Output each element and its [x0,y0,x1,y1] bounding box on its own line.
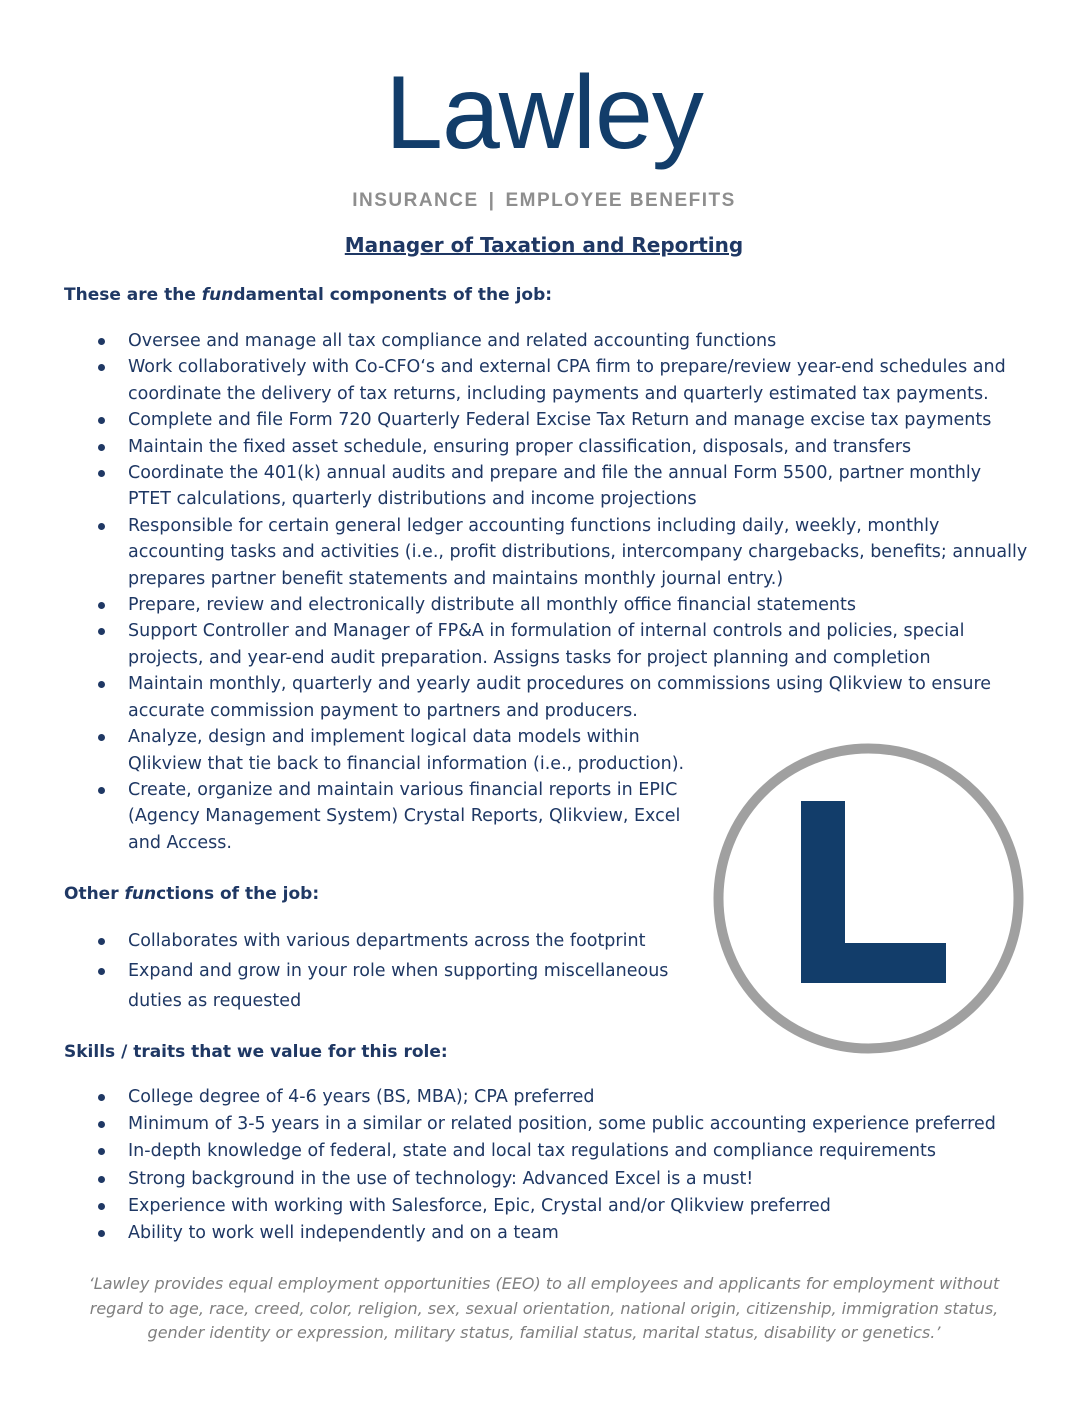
list-item: Prepare, review and electronically distribute all monthly office financial statements [64,592,1029,618]
heading-text: damental components of the job: [233,285,553,305]
tagline-separator: | [488,190,496,211]
list-item: Complete and file Form 720 Quarterly Federal Excise Tax Return and manage excise tax payments [64,407,1029,433]
list-item: Collaborates with various departments across the footprint [64,926,684,956]
list-item: Analyze, design and implement logical data models within Qlikview that tie back to financial information (i.e., production). [64,724,688,777]
lawley-l-circle-logo [713,743,1024,1054]
other-functions-list [64,926,684,1016]
list-item: Minimum of 3-5 years in a similar or related position, some public accounting experience preferred [64,1111,1029,1138]
job-title: Manager of Taxation and Reporting [344,233,744,257]
logo-tagline [0,190,1088,212]
list-item: Create, organize and maintain various financial reports in EPIC (Agency Management System) Crystal Reports, Qlikview, Excel and Access. [64,777,688,856]
company-logo-wordmark: Lawley [385,55,703,171]
list-item: Coordinate the 401(k) annual audits and prepare and file the annual Form 5500, partner monthly PTET calculations, quarterly distributions and income projections [64,460,1029,513]
fundamental-heading [64,285,552,305]
heading-text: ctions of the job: [156,884,320,904]
list-item: Expand and grow in your role when supporting miscellaneous duties as requested [64,956,684,1016]
other-functions-heading [64,884,319,904]
heading-text: These are the [64,285,202,305]
list-item: College degree of 4-6 years (BS, MBA); CPA preferred [64,1084,1029,1111]
tagline-benefits: EMPLOYEE BENEFITS [505,190,736,211]
list-item: Strong background in the use of technology: Advanced Excel is a must! [64,1166,1029,1193]
heading-emphasis: fun [201,285,234,305]
list-item: Support Controller and Manager of FP&A in formulation of internal controls and policies, special projects, and year-end audit preparation. Assigns tasks for project planning and completion [64,618,1029,671]
tagline-insurance: INSURANCE [352,190,479,211]
skills-list [64,1084,1029,1247]
eeo-statement: ‘Lawley provides equal employment opportunities (EEO) to all employees and applicants for employment without regard to age, race, creed, color, religion, sex, sexual orientation, national origin, citizenship, immigration status, gender identity or expression, military status, familial status, marital status, disability or genetics.’ [88,1274,1000,1342]
list-item: Maintain monthly, quarterly and yearly audit procedures on commissions using Qlikview to ensure accurate commission payment to partners and producers. [64,671,1029,724]
list-item: Responsible for certain general ledger accounting functions including daily, weekly, monthly accounting tasks and activities (i.e., profit distributions, intercompany chargebacks, benefits; annually prepares partner benefit statements and maintains monthly journal entry.) [64,513,1029,592]
list-item: In-depth knowledge of federal, state and local tax regulations and compliance requirements [64,1138,1029,1165]
list-item: Maintain the fixed asset schedule, ensuring proper classification, disposals, and transfers [64,434,1029,460]
heading-emphasis: fun [124,884,157,904]
heading-text: Other [64,884,125,904]
list-item: Ability to work well independently and on a team [64,1220,1029,1247]
list-item: Experience with working with Salesforce, Epic, Crystal and/or Qlikview preferred [64,1193,1029,1220]
list-item: Work collaboratively with Co-CFO‘s and external CPA firm to prepare/review year-end schedules and coordinate the delivery of tax returns, including payments and quarterly estimated tax payments. [64,354,1029,407]
skills-heading: Skills / traits that we value for this role: [64,1042,448,1062]
list-item: Oversee and manage all tax compliance and related accounting functions [64,328,1029,354]
